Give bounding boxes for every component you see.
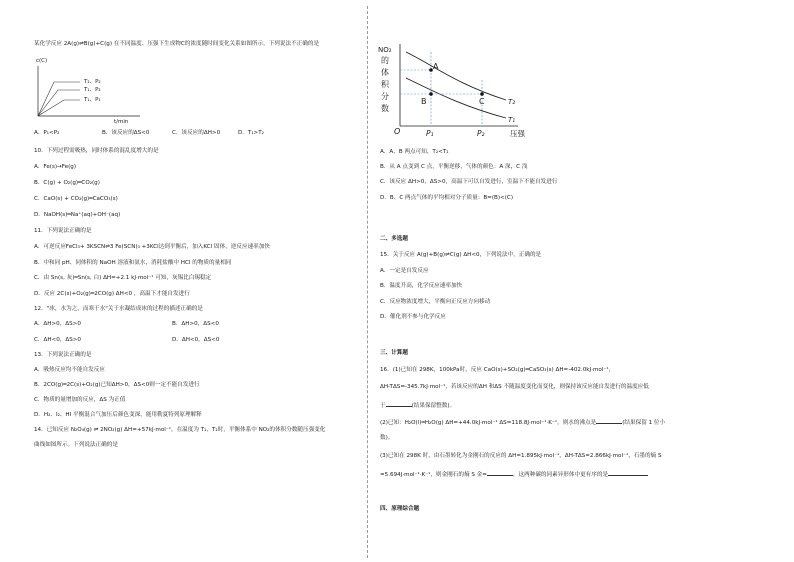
q10-stem: 10．下列过程需吸热，同时体系的混乱度增大的是 [34, 148, 159, 154]
q12-stem: 12．"冰，水为之，而寒于水"关于水凝结成冰的过程的描述正确的是 [34, 306, 203, 312]
section-2-title: 二、多选题 [380, 236, 408, 242]
q14-option-d: D．B、C 两点气体的平均相对分子质量：B=(B)<(C) [380, 195, 514, 201]
q9-curve-3-label: T₁、P₁ [84, 97, 101, 103]
fig-p2-label: P₂ [477, 129, 485, 138]
fig-y-label-5: 数 [381, 104, 389, 113]
fig-curve-t1-label: T₁ [508, 116, 516, 124]
section-3-title: 三、计算题 [380, 350, 408, 356]
fig-curve-t2 [406, 52, 506, 100]
q10-option-d: D．NaOH(s)═Na⁺(aq)+OH⁻(aq) [34, 212, 121, 218]
q13-option-c: C．物质的量增加的反应，ΔS 为正值 [34, 397, 126, 403]
q14-option-a: A．A、B 两点可知，T₂<T₁ [380, 149, 449, 155]
q14-option-b: B．从 A 点变到 C 点，平衡逆移，气体的颜色：A 深，C 浅 [380, 164, 528, 170]
fig-y-label-4: 分 [381, 92, 389, 101]
q12-option-c: C．ΔH<0，ΔS>0 [34, 337, 81, 343]
q9-y-label: c(C) [36, 58, 48, 64]
fig-point-b [429, 92, 433, 96]
fig-y-label-3: 积 [381, 80, 389, 89]
q14-option-c: C．该反应 ΔH>0，ΔS>0，高温下可以自发进行，室温下不能自发进行 [380, 179, 558, 185]
fig-point-a-label: A [433, 62, 439, 71]
q9-curve-2-label: T₁、P₂ [84, 87, 101, 93]
q11-option-a: A．可逆反应FeCl₃+ 3KSCN⇌3 Fe(SCN)₃ +3KCl达到平衡后，加入KCl 固体，逆反应速率加快 [34, 244, 270, 250]
q9-option-a: A．P₁<P₂ [34, 130, 60, 136]
fig-point-c-label: C [479, 97, 485, 106]
q15-option-c: C．反应物浓度增大，平衡向正反应方向移动 [380, 299, 491, 305]
q10-option-b: B．C(g) + O₂(g)═CO₂(g) [34, 180, 100, 186]
column-divider [367, 6, 368, 558]
q14-figure [376, 42, 536, 144]
fig-x-label: 压强 [510, 129, 525, 138]
q11-option-d: D．反应 2C(s)+O₂(g)═2CO(g) ΔH<0 ，高温下才能自发进行 [34, 291, 190, 297]
q15-stem: 15．关于反应 A(g)+B(g)⇌C(g) ΔH<0，下列说法中，正确的是 [380, 252, 542, 258]
q16-line-7-mid: ，这两种碳的同素异形体中更有序的是 [512, 472, 609, 478]
fig-y-label-1: 的 [381, 56, 389, 65]
q9-option-b: B．该反应的ΔS<0 [102, 130, 150, 136]
q13-option-a: A．吸热反应均不能自发反应 [34, 367, 105, 373]
q16-line-7 [380, 469, 648, 479]
q16-line-4-suffix: (结果保留 1 位小 [622, 420, 666, 426]
q16-line-6: (3)已知在 298K 时，由石墨转化为金刚石的反应的 ΔH=1.895kJ·mol⁻¹，ΔH-TΔS=2.866kJ·mol⁻¹，石墨的熵 S [380, 453, 662, 459]
fig-origin: O [394, 127, 401, 136]
q16-line-5: 数)。 [380, 435, 394, 441]
q9-curve-1 [38, 82, 80, 116]
q16-line-3-suffix: (结果保留整数)。 [411, 403, 456, 409]
q13-stem: 13．下列说法正确的是 [34, 352, 92, 358]
q11-stem: 11．下列说法正确的是 [34, 228, 92, 234]
section-4-title: 四、原理综合题 [380, 506, 420, 512]
q15-option-a: A．一定是自发反应 [380, 268, 429, 274]
fig-p1-label: P₁ [426, 129, 434, 138]
fig-y-label-2: 体 [381, 68, 389, 77]
q10-option-c: C．CaO(s) + CO₂(g)═CaCO₃(s) [34, 196, 118, 202]
q16-answer-blank-2[interactable] [596, 417, 622, 424]
q13-option-d: D．H₂、I₂、HI 平衡混合气加压后颜色变深，能用勒夏特列原理解释 [34, 412, 202, 418]
q16-line-2: ΔH-TΔS=-345.7kJ·mol⁻¹，若该反应的ΔH 和ΔS 不随温度变化而变化，则保持该反应能自发进行的温度应低 [380, 384, 649, 390]
q16-line-7-prefix: =5.694J·mol⁻¹·K⁻¹，则金刚石的熵 S 金= [380, 472, 487, 478]
q9-figure [30, 52, 150, 124]
q13-option-b: B．2CO(g)═2C(s)+O₂(g)已知ΔH>0，ΔS<0则一定不能自发进行 [34, 382, 200, 388]
q16-line-1: 16．(1)已知在 298K，100kPa时，反应 CaO(s)+SO₂(g)═CaSO₃(s) ΔH=-402.0kJ·mol⁻¹， [380, 367, 615, 373]
q9-option-d: D．T₁>T₂ [238, 130, 264, 136]
q16-answer-blank-4[interactable] [608, 469, 648, 476]
q16-line-3 [380, 400, 455, 410]
q15-option-d: D．催化剂不参与化学反应 [380, 314, 446, 320]
q16-answer-blank-3[interactable] [487, 469, 513, 476]
q16-line-3-prefix: 于 [380, 403, 386, 409]
q16-line-4 [380, 417, 665, 427]
q16-line-4-prefix: (2)已知：H₂O(l)═H₂O(g) ΔH=+44.0kJ·mol⁻¹ ΔS=118.8J·mol⁻¹·K⁻¹，则水的沸点是 [380, 420, 597, 426]
q12-option-d: D．ΔH<0，ΔS<0 [172, 337, 220, 343]
q14-stem-line-1: 14．已知反应 N₂O₄(g) ⇌ 2NO₂(g) ΔH=+57kJ·mol⁻¹，在温度为 T₁、T₂时，平衡体系中 NO₂的体积分数随压强变化 [34, 427, 326, 433]
q9-option-c: C．该反应的ΔH>0 [172, 130, 221, 136]
q12-option-a: A．ΔH>0，ΔS>0 [34, 321, 81, 327]
q15-option-b: B．温度升高，化学反应速率加快 [380, 283, 463, 289]
fig-curve-t2-label: T₂ [508, 98, 516, 106]
q11-option-b: B．中和同 pH、同体积的 NaOH 溶液和氨水，消耗盐酸中 HCl 的物质的量相同 [34, 260, 232, 266]
q11-option-c: C．由 Sn(s, 灰)═Sn(s, 白) ΔH=+2.1 kJ·mol⁻¹ 可知，灰锡比白锡稳定 [34, 275, 212, 281]
q10-option-a: A．Fe(s)→Fe(g) [34, 164, 77, 170]
q14-stem-line-2: 曲线如图所示。下列说法正确的是 [34, 442, 118, 448]
q12-option-b: B．ΔH>0，ΔS<0 [172, 321, 219, 327]
fig-y-label-0: NO₂ [378, 46, 392, 54]
fig-point-c [480, 92, 484, 96]
q9-stem: 某化学反应 2A(g)⇌B(g)+C(g) 在不同温度、压强下生成物C的浓度随时间变化关系如图所示，下列说法不正确的是 [34, 41, 320, 47]
q16-answer-blank-1[interactable] [386, 400, 412, 407]
fig-point-b-label: B [421, 97, 427, 106]
q9-x-label: t/min [114, 119, 129, 124]
q9-curve-1-label: T₂、P₂ [84, 79, 101, 85]
